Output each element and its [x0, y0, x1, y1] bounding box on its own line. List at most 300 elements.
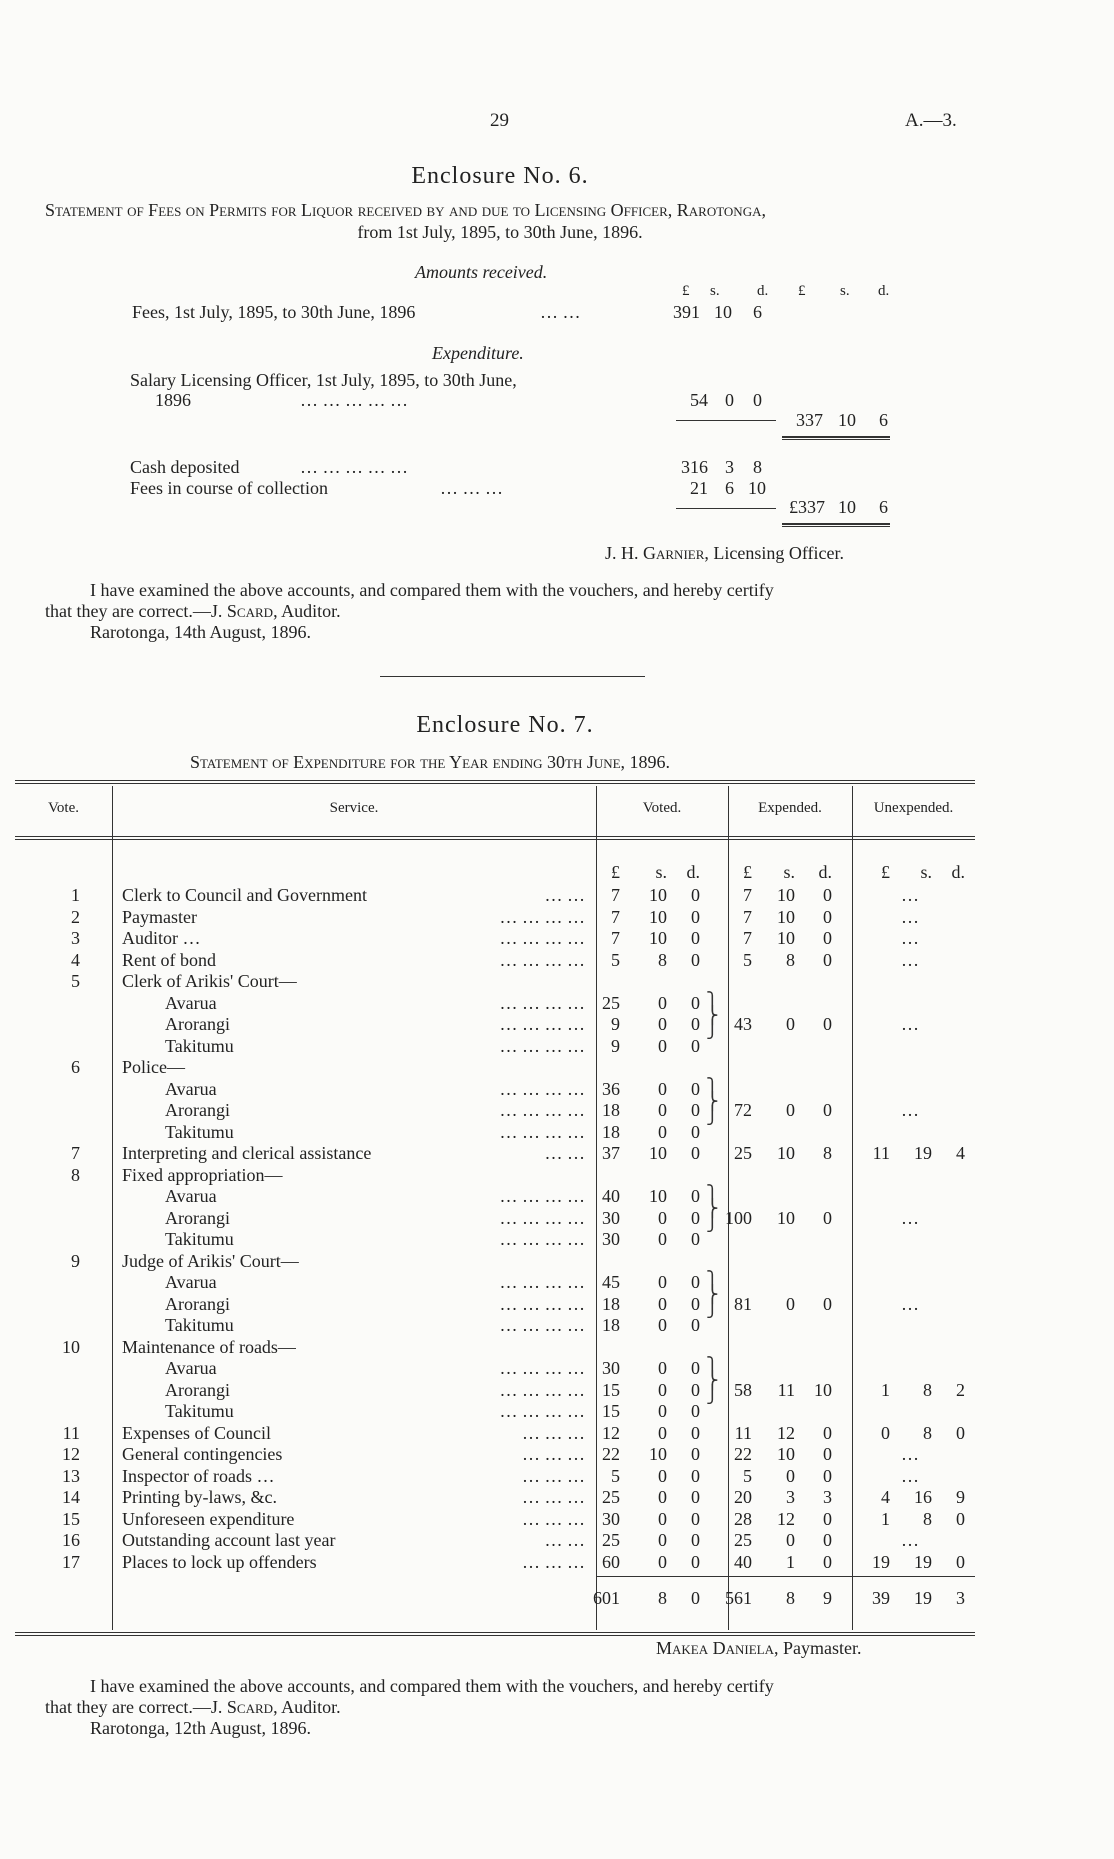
fees-collection-pence: 10 [748, 478, 766, 498]
row-service: Avarua [165, 1272, 217, 1292]
row-voted-shillings: 10 [649, 906, 667, 927]
row-voted-pence: 0 [691, 928, 700, 948]
row-unexpended-nil: … [901, 1293, 919, 1314]
row-voted-shillings: 10 [649, 885, 667, 905]
row-voted-pence: 0 [691, 1186, 700, 1206]
row-voted-shillings: 0 [658, 1422, 667, 1443]
row-voted-pounds: 18 [602, 1315, 620, 1335]
row-expended-shillings: 12 [777, 1508, 795, 1529]
row-voted-pounds: 18 [602, 1121, 620, 1142]
unexpended-subhead-1: s. [920, 862, 932, 882]
row-leader-dots: … … … … [499, 1100, 585, 1120]
row-unexpended-shillings: 8 [923, 1379, 932, 1400]
row-voted-shillings: 0 [658, 1100, 667, 1120]
row-expended-shillings: 10 [777, 885, 795, 905]
row-service: Inspector of roads … [122, 1465, 275, 1486]
row-voted-pounds: 25 [602, 1487, 620, 1507]
row-voted-pence: 0 [691, 1444, 700, 1464]
grand-total-shillings: 10 [838, 497, 856, 517]
salary-label-line1: Salary Licensing Officer, 1st July, 1895, to 30th June, [130, 370, 517, 390]
row-vote-number: 10 [62, 1336, 80, 1357]
salary-shillings: 0 [725, 390, 734, 410]
row-leader-dots: … … … [522, 1422, 585, 1443]
row-voted-pence: 0 [691, 1143, 700, 1163]
row-vote-number: 14 [62, 1487, 80, 1507]
row-voted-pounds: 40 [602, 1186, 620, 1206]
row-leader-dots: … … … … [499, 992, 585, 1013]
row-expended-pence: 0 [823, 906, 832, 927]
row-service: Rent of bond [122, 949, 216, 970]
row-expended-shillings: 0 [786, 1293, 795, 1314]
row-unexpended-pounds: 0 [881, 1422, 890, 1443]
row-expended-shillings: 0 [786, 1530, 795, 1550]
row-vote-number: 11 [62, 1422, 80, 1443]
row-vote-number: 9 [71, 1250, 80, 1271]
row-voted-shillings: 0 [658, 1487, 667, 1507]
net-total-pounds: 337 [796, 410, 823, 430]
total-expended-pence: 9 [823, 1587, 832, 1608]
unexpended-subhead-0: £ [881, 862, 890, 882]
row-voted-shillings: 0 [658, 1293, 667, 1314]
row-service: Avarua [165, 1186, 217, 1206]
row-expended-shillings: 8 [786, 949, 795, 970]
row-unexpended-pounds: 11 [872, 1143, 890, 1163]
table-header-rule [15, 836, 975, 837]
row-unexpended-pounds: 1 [881, 1508, 890, 1529]
row-voted-pence: 0 [691, 1422, 700, 1443]
row-service: General contingencies [122, 1444, 283, 1464]
row-expended-pounds: 100 [725, 1207, 752, 1228]
cash-deposited-label: Cash deposited [130, 457, 240, 477]
row-vote-number: 17 [62, 1551, 80, 1572]
row-leader-dots: … … … [522, 1508, 585, 1529]
row-voted-pounds: 5 [611, 949, 620, 970]
row-voted-pence: 0 [691, 1401, 700, 1421]
total-voted-pounds: 601 [593, 1587, 620, 1608]
fees-shillings: 10 [714, 302, 732, 322]
row-expended-shillings: 10 [777, 906, 795, 927]
row-voted-shillings: 0 [658, 1121, 667, 1142]
signature-name: J. H. Garnier [605, 543, 705, 563]
row-unexpended-nil: … [901, 949, 919, 970]
row-voted-pounds: 18 [602, 1100, 620, 1120]
paymaster-name: Makea Daniela [656, 1638, 774, 1658]
header-vote: Vote. [48, 800, 79, 816]
row-vote-number: 15 [62, 1508, 80, 1529]
row-expended-shillings: 3 [786, 1487, 795, 1507]
row-voted-pounds: 22 [602, 1444, 620, 1464]
row-voted-pence: 0 [691, 1121, 700, 1142]
row-voted-pence: 0 [691, 1379, 700, 1400]
row-leader-dots: … … … [522, 1465, 585, 1486]
row-service: Printing by-laws, &c. [122, 1487, 277, 1507]
row-service: Arorangi [165, 1207, 230, 1228]
group-brace: ⎫ ⎬ ⎭ [706, 991, 719, 1039]
row-expended-pence: 0 [823, 1444, 832, 1464]
col-head-pence-2: d. [878, 283, 890, 299]
row-voted-pence: 0 [691, 906, 700, 927]
row-voted-pounds: 18 [602, 1293, 620, 1314]
row-service: Fixed appropriation— [122, 1164, 283, 1185]
row-service: Takitumu [165, 1401, 234, 1421]
row-voted-shillings: 0 [658, 1379, 667, 1400]
row-expended-pounds: 7 [743, 928, 752, 948]
row-voted-pence: 0 [691, 949, 700, 970]
row-unexpended-shillings: 19 [914, 1551, 932, 1572]
section-divider [380, 676, 645, 677]
cash-pence: 8 [753, 457, 762, 477]
row-expended-pence: 0 [823, 949, 832, 970]
row-expended-shillings: 0 [786, 1100, 795, 1120]
row-unexpended-nil: … [901, 885, 919, 905]
total-expended-pounds: 561 [725, 1587, 752, 1608]
row-leader-dots: … … … … [499, 1293, 585, 1314]
row-voted-shillings: 8 [658, 949, 667, 970]
total-unexpended-shillings: 19 [914, 1587, 932, 1608]
row-voted-shillings: 0 [658, 1530, 667, 1550]
cash-pounds: 316 [681, 457, 708, 477]
table-bottom-rule [15, 1632, 975, 1633]
row-voted-pence: 0 [691, 1487, 700, 1507]
row-vote-number: 4 [71, 949, 80, 970]
enclosure-7-certification-line2 [45, 1697, 341, 1718]
row-leader-dots: … … … … [499, 1315, 585, 1335]
row-leader-dots: … … … … [499, 1014, 585, 1034]
col-head-pence-1: d. [757, 283, 769, 299]
total-voted-shillings: 8 [658, 1587, 667, 1608]
row-expended-pounds: 58 [734, 1379, 752, 1400]
row-expended-shillings: 10 [777, 928, 795, 948]
expended-subhead-2: d. [818, 862, 832, 882]
fees-collection-label: Fees in course of collection [130, 478, 328, 498]
row-service: Arorangi [165, 1100, 230, 1120]
table-top-rule-inner [15, 783, 975, 784]
row-service: Clerk of Arikis' Court— [122, 971, 297, 991]
document-reference: A.—3. [905, 110, 957, 131]
row-expended-pounds: 7 [743, 906, 752, 927]
grand-subtotal-rule [676, 508, 776, 509]
row-unexpended-pounds: 19 [872, 1551, 890, 1572]
row-unexpended-shillings: 8 [923, 1508, 932, 1529]
enclosure-6-subtitle-line1: Statement of Fees on Permits for Liquor received by and due to Licensing Officer, Rarotonga, [45, 200, 766, 220]
group-brace: ⎫ ⎬ ⎭ [706, 1357, 719, 1404]
row-voted-pounds: 37 [602, 1143, 620, 1163]
row-service: Interpreting and clerical assistance [122, 1143, 372, 1163]
row-leader-dots: … … … … [499, 928, 585, 948]
row-expended-pence: 0 [823, 1465, 832, 1486]
row-voted-pence: 0 [691, 1078, 700, 1099]
column-divider-1 [112, 786, 113, 1630]
salary-label-line2: 1896 [155, 390, 191, 410]
row-leader-dots: … … … [522, 1551, 585, 1572]
voted-subhead-2: d. [686, 862, 700, 882]
row-service: Avarua [165, 1358, 217, 1378]
row-voted-pence: 0 [691, 885, 700, 905]
col-head-pounds-2: £ [798, 283, 806, 299]
enclosure-7-signature [656, 1638, 862, 1659]
row-expended-shillings: 11 [777, 1379, 795, 1400]
row-voted-shillings: 0 [658, 1358, 667, 1378]
amounts-received-heading: Amounts received. [415, 262, 548, 282]
row-service: Outstanding account last year [122, 1530, 336, 1550]
row-leader-dots: … … … [522, 1487, 585, 1507]
fees-collection-pounds: 21 [690, 478, 708, 498]
row-unexpended-nil: … [901, 928, 919, 948]
row-expended-pounds: 43 [734, 1014, 752, 1034]
row-voted-pence: 0 [691, 1272, 700, 1292]
grand-total-pounds: £337 [789, 497, 825, 517]
total-unexpended-pence: 3 [956, 1587, 965, 1608]
row-voted-pence: 0 [691, 1014, 700, 1034]
cash-shillings: 3 [725, 457, 734, 477]
row-leader-dots: … … … … [499, 1207, 585, 1228]
row-unexpended-pence: 4 [956, 1143, 965, 1163]
row-service: Avarua [165, 1078, 217, 1099]
row-voted-pence: 0 [691, 1551, 700, 1572]
row-voted-shillings: 0 [658, 1207, 667, 1228]
row-unexpended-nil: … [901, 1530, 919, 1550]
fees-collection-shillings: 6 [725, 478, 734, 498]
row-vote-number: 1 [71, 885, 80, 905]
row-service: Avarua [165, 992, 217, 1013]
row-expended-shillings: 0 [786, 1465, 795, 1486]
row-voted-pence: 0 [691, 992, 700, 1013]
row-service: Takitumu [165, 1315, 234, 1335]
row-voted-pounds: 15 [602, 1379, 620, 1400]
row-leader-dots: … … … … [499, 1272, 585, 1292]
row-voted-pence: 0 [691, 1207, 700, 1228]
net-total-pence: 6 [879, 410, 888, 430]
row-expended-pounds: 5 [743, 949, 752, 970]
row-leader-dots: … … … … [499, 1078, 585, 1099]
row-voted-pounds: 25 [602, 1530, 620, 1550]
row-vote-number: 8 [71, 1164, 80, 1185]
salary-pounds: 54 [690, 390, 708, 410]
row-vote-number: 6 [71, 1057, 80, 1077]
auditor-name-7: Scard [226, 1697, 274, 1717]
salary-leader-dots: … … … … … [300, 390, 408, 410]
row-expended-pounds: 25 [734, 1143, 752, 1163]
auditor-name: Scard [226, 601, 274, 621]
row-voted-shillings: 0 [658, 1272, 667, 1292]
row-voted-pounds: 15 [602, 1401, 620, 1421]
page-number: 29 [490, 110, 509, 131]
row-voted-pence: 0 [691, 1315, 700, 1335]
row-unexpended-shillings: 8 [923, 1422, 932, 1443]
row-service: Judge of Arikis' Court— [122, 1250, 299, 1271]
row-service: Places to lock up offenders [122, 1551, 317, 1572]
row-expended-pence: 0 [823, 1508, 832, 1529]
cert-text-post: , Auditor. [273, 601, 341, 621]
row-service: Arorangi [165, 1293, 230, 1314]
row-voted-shillings: 0 [658, 1315, 667, 1335]
row-voted-pounds: 7 [611, 885, 620, 905]
header-service: Service. [329, 800, 379, 816]
row-leader-dots: … … … … [499, 1379, 585, 1400]
subtotal-rule [676, 420, 776, 421]
net-total-double-rule [782, 436, 890, 440]
row-expended-pounds: 40 [734, 1551, 752, 1572]
row-expended-pence: 0 [823, 1293, 832, 1314]
row-voted-pence: 0 [691, 1508, 700, 1529]
row-voted-shillings: 10 [649, 1143, 667, 1163]
total-unexpended-pounds: 39 [872, 1587, 890, 1608]
expenditure-heading: Expenditure. [432, 343, 524, 363]
row-expended-pence: 0 [823, 1551, 832, 1572]
row-voted-pounds: 30 [602, 1358, 620, 1378]
enclosure-6-signature [605, 543, 844, 564]
cert-text-pre: that they are correct.—J. [45, 601, 227, 621]
row-voted-pounds: 36 [602, 1078, 620, 1099]
row-unexpended-pence: 9 [956, 1487, 965, 1507]
row-leader-dots: … … … … [499, 1186, 585, 1206]
row-voted-shillings: 0 [658, 1465, 667, 1486]
row-leader-dots: … … … … [499, 1358, 585, 1378]
row-unexpended-pence: 0 [956, 1422, 965, 1443]
row-voted-pounds: 25 [602, 992, 620, 1013]
group-brace: ⎫ ⎬ ⎭ [706, 1185, 719, 1232]
row-voted-pounds: 9 [611, 1035, 620, 1056]
row-unexpended-nil: … [901, 1207, 919, 1228]
row-expended-pounds: 72 [734, 1100, 752, 1120]
total-expended-shillings: 8 [786, 1587, 795, 1608]
row-expended-pence: 0 [823, 885, 832, 905]
row-vote-number: 13 [62, 1465, 80, 1486]
row-unexpended-nil: … [901, 1444, 919, 1464]
enclosure-6-title: Enclosure No. 6. [411, 163, 589, 189]
signature-title: , Licensing Officer. [704, 543, 845, 563]
enclosure-7-title: Enclosure No. 7. [416, 712, 594, 738]
voted-subhead-0: £ [611, 862, 620, 882]
row-voted-pounds: 45 [602, 1272, 620, 1292]
row-expended-shillings: 10 [777, 1444, 795, 1464]
row-voted-shillings: 10 [649, 1186, 667, 1206]
row-leader-dots: … … … … [499, 1121, 585, 1142]
group-brace: ⎫ ⎬ ⎭ [706, 1271, 719, 1318]
grand-total-double-rule [782, 523, 890, 527]
header-voted: Voted. [642, 800, 682, 816]
enclosure-7-certification-line1: I have examined the above accounts, and compared them with the vouchers, and hereby certify [90, 1676, 774, 1696]
row-service: Clerk to Council and Government [122, 885, 367, 905]
row-service: Expenses of Council [122, 1422, 271, 1443]
row-voted-pounds: 30 [602, 1508, 620, 1529]
col-head-shillings-1: s. [710, 283, 720, 299]
row-voted-pounds: 9 [611, 1014, 620, 1034]
row-expended-shillings: 10 [777, 1207, 795, 1228]
row-vote-number: 12 [62, 1444, 80, 1464]
row-expended-pounds: 25 [734, 1530, 752, 1550]
row-service: Paymaster [122, 906, 197, 927]
row-vote-number: 3 [71, 928, 80, 948]
row-expended-pence: 0 [823, 928, 832, 948]
col-head-pounds-1: £ [682, 283, 690, 299]
row-vote-number: 7 [71, 1143, 80, 1163]
row-service: Takitumu [165, 1229, 234, 1249]
row-service: Police— [122, 1057, 185, 1077]
row-expended-pounds: 11 [734, 1422, 752, 1443]
row-unexpended-shillings: 16 [914, 1487, 932, 1507]
fees-pounds: 391 [673, 302, 700, 322]
row-leader-dots: … … … … [499, 906, 585, 927]
row-voted-shillings: 0 [658, 1508, 667, 1529]
fees-label: Fees, 1st July, 1895, to 30th June, 1896 [132, 302, 416, 322]
row-service: Maintenance of roads— [122, 1336, 296, 1357]
fees-leader-dots: … … [540, 302, 581, 322]
row-voted-shillings: 10 [649, 1444, 667, 1464]
row-service: Takitumu [165, 1121, 234, 1142]
row-leader-dots: … … … … [499, 949, 585, 970]
row-expended-pounds: 7 [743, 885, 752, 905]
row-expended-pounds: 20 [734, 1487, 752, 1507]
grand-total-pence: 6 [879, 497, 888, 517]
enclosure-6-subtitle-line2: from 1st July, 1895, to 30th June, 1896. [357, 222, 643, 242]
row-unexpended-pence: 2 [956, 1379, 965, 1400]
row-voted-pence: 0 [691, 1229, 700, 1249]
table-header-rule-inner [15, 839, 975, 840]
row-expended-pounds: 5 [743, 1465, 752, 1486]
row-expended-pence: 10 [814, 1379, 832, 1400]
row-unexpended-pence: 0 [956, 1508, 965, 1529]
row-expended-pounds: 81 [734, 1293, 752, 1314]
row-leader-dots: … … … … [499, 1035, 585, 1056]
row-voted-shillings: 0 [658, 1078, 667, 1099]
enclosure-6-certification-line2 [45, 601, 341, 622]
enclosure-6-certification-place-date: Rarotonga, 14th August, 1896. [90, 622, 311, 642]
totals-rule [596, 1576, 975, 1577]
enclosure-7-certification-place-date: Rarotonga, 12th August, 1896. [90, 1718, 311, 1738]
row-service: Takitumu [165, 1035, 234, 1056]
row-leader-dots: … … … [522, 1444, 585, 1464]
unexpended-subhead-2: d. [951, 862, 965, 882]
expended-subhead-1: s. [783, 862, 795, 882]
row-voted-pounds: 60 [602, 1551, 620, 1572]
row-expended-pence: 0 [823, 1014, 832, 1034]
row-voted-pence: 0 [691, 1465, 700, 1486]
row-unexpended-pence: 0 [956, 1551, 965, 1572]
row-expended-pounds: 28 [734, 1508, 752, 1529]
row-service: Unforeseen expenditure [122, 1508, 295, 1529]
row-leader-dots: … … … … [499, 1229, 585, 1249]
row-voted-pounds: 30 [602, 1229, 620, 1249]
row-voted-shillings: 0 [658, 1014, 667, 1034]
enclosure-6-certification-line1: I have examined the above accounts, and compared them with the vouchers, and hereby certify [90, 580, 774, 600]
table-top-rule [15, 780, 975, 781]
row-voted-pounds: 7 [611, 906, 620, 927]
row-expended-pence: 3 [823, 1487, 832, 1507]
row-expended-pence: 0 [823, 1207, 832, 1228]
row-expended-pence: 0 [823, 1530, 832, 1550]
paymaster-title: , Paymaster. [774, 1638, 862, 1658]
row-voted-pence: 0 [691, 1530, 700, 1550]
fees-collection-leader-dots: … … … [440, 478, 503, 498]
row-expended-pounds: 22 [734, 1444, 752, 1464]
row-unexpended-shillings: 19 [914, 1143, 932, 1163]
row-voted-shillings: 0 [658, 992, 667, 1013]
row-expended-shillings: 12 [777, 1422, 795, 1443]
row-voted-pounds: 12 [602, 1422, 620, 1443]
voted-subhead-1: s. [655, 862, 667, 882]
row-voted-shillings: 0 [658, 1035, 667, 1056]
row-service: Auditor … [122, 928, 201, 948]
row-leader-dots: … … [544, 1530, 585, 1550]
row-voted-shillings: 10 [649, 928, 667, 948]
row-leader-dots: … … [544, 885, 585, 905]
row-unexpended-pounds: 1 [881, 1379, 890, 1400]
fees-pence: 6 [753, 302, 762, 322]
table-bottom-rule-inner [15, 1635, 975, 1636]
row-vote-number: 2 [71, 906, 80, 927]
row-unexpended-nil: … [901, 1014, 919, 1034]
